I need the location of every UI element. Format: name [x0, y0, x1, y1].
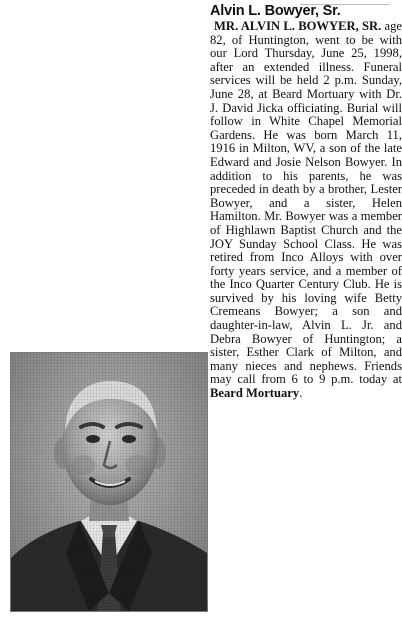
obituary-column [210, 3, 402, 401]
portrait-photo [10, 352, 208, 612]
obituary-lead-name: MR. ALVIN L. BOWYER, SR. [214, 19, 382, 33]
obituary-headline: Alvin L. Bowyer, Sr. [210, 3, 341, 19]
obituary-body-text: age 82, of Huntington, went to be with our Lord Thursday, June 25, 1998, after an extended illness. Funeral services will be held 2 p.m. Sunday, June 28, at Beard Mortuary with Dr. J. David Jicka officiating. Burial will follow in White Chapel Memorial Gardens. He was born March 11, 1916 in Milton, WV, a son of the late Edward and Josie Nelson Bowyer. In addition to his parents, he was preceded in death by a brother, Lester Bowyer, and a sister, Helen Hamilton. Mr. Bowyer was a member of Highlawn Baptist Church and the JOY Sunday School Class. He was retired from Inco Alloys with over forty years service, and a member of the Inco Quarter Century Club. He is survived by his loving wife Betty Cremeans Bowyer; a son and daughter-in-law, Alvin L. Jr. and Debra Bowyer of Huntington; a sister, Esther Clark of Milton, and many nieces and nephews. Friends may call from 6 to 9 p.m. today at [210, 19, 402, 387]
obituary-body [210, 20, 402, 401]
closing-period: . [299, 386, 303, 401]
print-speck [206, 607, 208, 609]
mortuary-name: Beard Mortuary [210, 386, 300, 401]
